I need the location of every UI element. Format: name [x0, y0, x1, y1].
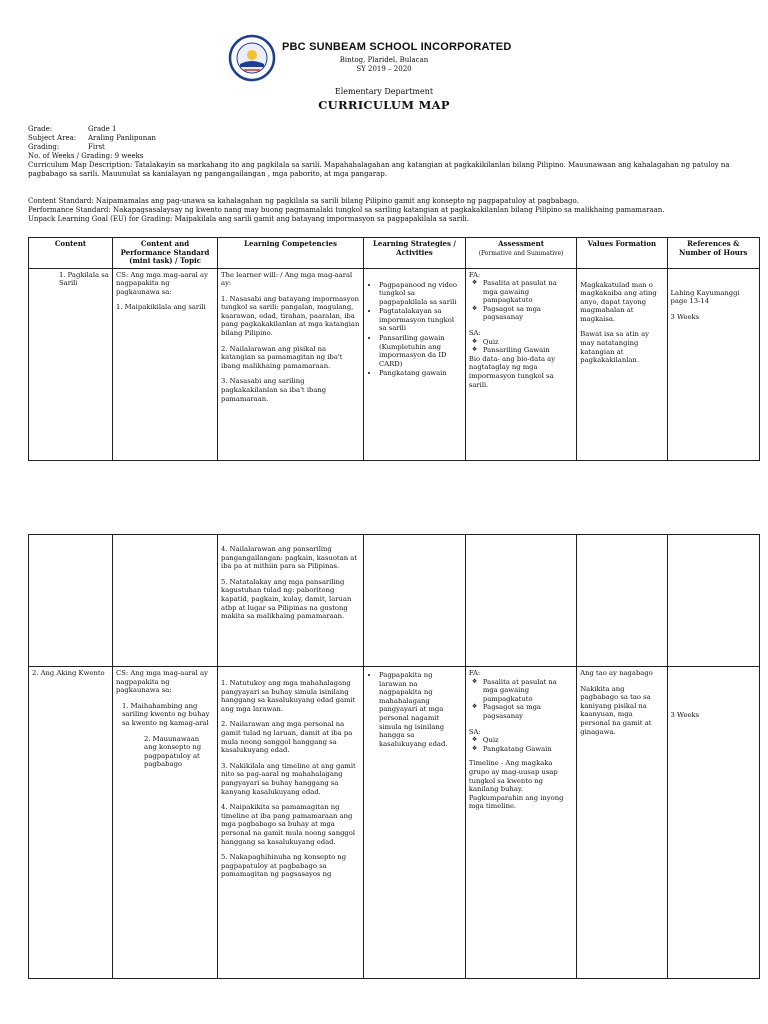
standard-cell: CS: Ang mga mag-aaral ay nagpapakita ng pagkaunawa sa: 1. Maipakikilala ang sarili [113, 268, 218, 460]
references-cell: Lahing Kayumanggi page 13-14 3 Weeks [667, 268, 759, 460]
subject-line: Subject Area: Araling Panlipunan [28, 134, 157, 142]
assessment-cell: FA: ❖ Pasalita at pasulat na mga gawaing pampagkatuto ❖ Pagsagot sa mga pagsasanay SA: ❖ Quiz ❖ Pansariling Gawain Bio data- ang bio-data ay nagtataglay ng mga impormasyon tungkol sa sarili. [465, 268, 576, 460]
header-assessment: Assessment (Formative and Summative) [465, 238, 576, 269]
curriculum-table-1 [28, 237, 760, 461]
header-values: Values Formation [577, 238, 667, 269]
school-name: PBC SUNBEAM SCHOOL INCORPORATED [282, 41, 512, 53]
content-standard: Content Standard: Naipamamalas ang pag-unawa sa kahalagahan ng pagkilala sa sarili bilang Pilipino gamit ang konsepto ng pagpapatuloy at pagbabago. [28, 197, 579, 205]
strategies-cell [364, 535, 466, 667]
page-title: CURRICULUM MAP [318, 98, 450, 112]
table-header-row [29, 238, 760, 269]
header-standard: Content and Performance Standard (mini task) / Topic [113, 238, 218, 269]
values-cell: Ang tao ay nagabago Nakikita ang pagbabago sa tao sa kaniyang pisikal na kaanyuan, mga personal na gamit at ginagawa. [577, 667, 667, 979]
curriculum-description: Curriculum Map Description: Tatalakayin sa markahang ito ang pagkilala sa sarili. Mapahahalagahan ang katangian at pagkakikilanlan bilang Pilipino. Mauunawaan ang kahalagahan ng patuloy na pagbabago sa sarili. Mauunulat sa kanialayan ng pangangailangan , mga paborito, at mga pangarap. [28, 161, 730, 178]
competencies-cell: The learner will: / Ang mga mag-aaral ay: 1. Nasasabi ang batayang impormasyon tungkol sa sarili: pangalan, magulang, kaarawan, edad, tirahan, paaralan, iba pang pagkakakilanlan at mga katangian bilang Pilipino. 2. Nailalarawan ang pisikal na katangian sa pamamagitan ng iba't ibang malikhaing pamamaraan. 3. Nasasabi ang sariling pagkakakilanlan sa iba't ibang pamamaraan. [218, 268, 364, 460]
content-cell [29, 535, 113, 667]
unpack-learning-goal: Unpack Learning Goal (EU) for Grading: Maipakilala ang sarili gamit ang batayang impormasyon sa pagpapakilala sa sarili. [28, 215, 470, 223]
department: Elementary Department [334, 87, 434, 96]
school-address: Bintog, Plaridel, Bulacan [339, 56, 429, 64]
values-cell: Magkakatulad man o magkakaiba ang ating anyo, dapat tayong magmahalan at magkaisa. Bawat isa sa atin ay may natatanging katangian at pagkakakilanlan. [577, 268, 667, 460]
performance-standard: Performance Standard: Nakapagsasalaysay ng kwento nang may buong pagmamalaki tungkol sa sariling katangian at pagkakakilanlan bilang Pilipino sa malikhaing pamamaraan. [28, 206, 665, 214]
grade-line: Grade: Grade 1 [28, 125, 117, 133]
standard-cell [113, 535, 218, 667]
header-competencies: Learning Competencies [218, 238, 364, 269]
table-row [29, 667, 760, 979]
strategies-cell: • Pagpapanood ng video tungkol sa pagpapakilala sa sarili • Pagtatalakayan sa impormasyon tungkol sa sarili • Pansariling gawain (Kumpletuhin ang impormasyon da ID CARD) • Pangkatang gawain [364, 268, 466, 460]
school-year: SY 2019 – 2020 [356, 65, 412, 73]
header-references: References & Number of Hours [667, 238, 759, 269]
table-row [29, 535, 760, 667]
grading-line: Grading: First [28, 143, 105, 151]
assessment-cell: FA: ❖ Pasalita at pasulat na mga gawaing pampagkatuto ❖ Pagsagot sa mga pagsasanay SA: ❖ Quiz ❖ Pangkatang Gawain Timeline - Ang magkaka grupo ay mag-uusap usap tungkol sa kwento ng kanilang buhay. Pagkumparahin ang inyong mga timeline. [465, 667, 576, 979]
curriculum-table-2 [28, 534, 760, 979]
header-strategies: Learning Strategies / Activities [364, 238, 466, 269]
content-cell: 2. Ang Aking Kwento [29, 667, 113, 979]
values-cell [577, 535, 667, 667]
standard-cell: CS: Ang mga mag-aaral ay nagpapakita ng pagkaunawa sa: 1. Maihahambing ang sariling kwento ng buhay sa kwento ng kamag-aral 2. Mauunawaan ang konsepto ng pagpapatuloy at pagbabago [113, 667, 218, 979]
references-cell [667, 535, 759, 667]
header-content: Content [29, 238, 113, 269]
strategies-cell: • Pagpapakita ng larawan na nagpapakita ng mahahalagang pangyayari at mga personal nagamit simula ng isinilang hangga sa kasalukuyang edad. [364, 667, 466, 979]
table-row [29, 268, 760, 460]
references-cell: 3 Weeks [667, 667, 759, 979]
competencies-cell: 4. Nailalarawan ang pansariling pangangailangan: pagkain, kasuotan at iba pa at mithiin para sa Pilipinas. 5. Natatalakay ang mga pansariling kagustuhan tulad ng: paboritong kapatid, pagkain, kulay, damit, laruan atbp at lugar sa Pilipinas na gustong makita sa malikhaing pamamaraan. [218, 535, 364, 667]
competencies-cell: 1. Natutukoy ang mga mahahalagang pangyayari sa buhay simula isinilang hanggang sa kasalukuyang edad gamit ang mga larawan. 2. Nailarawan ang mga personal na gamit tulad ng laruan, damit at iba pa mula noong sanggol hanggang sa kasalukuyang edad. 3. Nakikilala ang timeline at ang gamit nito sa pag-aaral ng mahahalagang pangyayari sa buhay hanggang sa kanyang kasalukuyang edad. 4. Naipakikita sa pamamagitan ng timeline at iba pang pamamaraan ang mga pagbabago sa buhay at mga personal na gamit mula noong sanggol hanggang sa kasalukuyang edad. 5. Nakapaghihinuha ng konsepto ng pagpapatuloy at pagbabago sa pamamagitan ng pagsasayos ng [218, 667, 364, 979]
content-cell: 1. Pagkilala sa Sarili [29, 268, 113, 460]
weeks-line: No. of Weeks / Grading: 9 weeks [28, 152, 144, 160]
assessment-cell [465, 535, 576, 667]
